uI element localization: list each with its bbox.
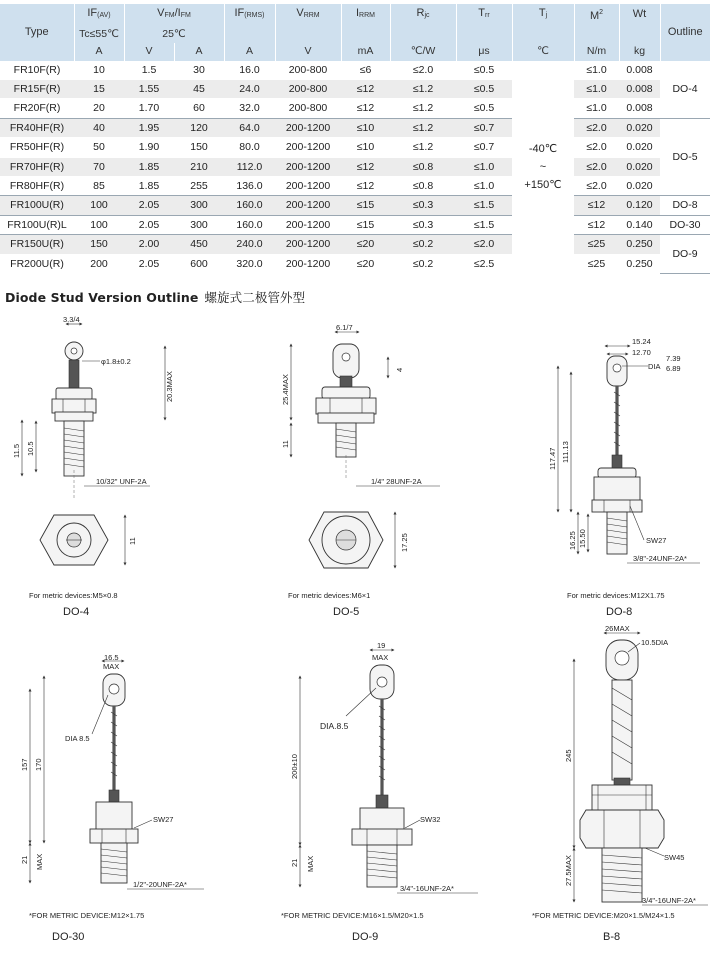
table-row bbox=[0, 215, 710, 234]
cell-vrrm: 200-800 bbox=[275, 79, 341, 98]
cell-vrrm: 200-1200 bbox=[275, 196, 341, 215]
cell-if: 50 bbox=[74, 138, 124, 157]
do8-sw: SW27 bbox=[646, 536, 667, 545]
b8-sw: SW45 bbox=[664, 853, 685, 862]
do5-thread: 1/4" 28UNF-2A bbox=[371, 477, 422, 486]
cell-rms: 80.0 bbox=[224, 138, 275, 157]
cell-wt: 0.250 bbox=[619, 254, 660, 273]
cell-ifm: 30 bbox=[174, 61, 224, 80]
cell-vfm: 1.90 bbox=[124, 138, 174, 157]
cell-tj-range bbox=[512, 61, 574, 274]
do4-stud-len1: 11.5 bbox=[12, 443, 21, 458]
cell-wt: 0.020 bbox=[619, 118, 660, 137]
cell-irrm: ≤12 bbox=[341, 99, 390, 118]
cell-irrm: ≤12 bbox=[341, 176, 390, 195]
table-row bbox=[0, 99, 710, 118]
header-vfm-ifm: VFM/IFM bbox=[124, 4, 224, 26]
do4-stud-len2: 10.5 bbox=[26, 441, 35, 456]
cell-vfm: 2.05 bbox=[124, 215, 174, 234]
cell-wt: 0.020 bbox=[619, 157, 660, 176]
header-type: Type bbox=[0, 4, 74, 61]
unit-cell: V bbox=[124, 43, 174, 61]
do9-drawing bbox=[281, 641, 478, 943]
unit-cell: kg bbox=[619, 43, 660, 61]
cell-rms: 320.0 bbox=[224, 254, 275, 273]
header-m: $M^2$ bbox=[574, 4, 619, 26]
do4-hole-dia: φ1.8±0.2 bbox=[101, 357, 131, 366]
do4-dim-top: 3.3/4 bbox=[63, 315, 80, 324]
cell-irrm: ≤15 bbox=[341, 215, 390, 234]
do5-name: DO-5 bbox=[333, 606, 360, 618]
do30-metric-note: *FOR METRIC DEVICE:M12×1.75 bbox=[29, 911, 145, 920]
tj-range-line: +150℃ bbox=[524, 178, 562, 191]
outline-heading-cn: 螺旋式二极管外型 bbox=[204, 290, 306, 305]
outline-drawings bbox=[0, 300, 710, 959]
cell-m: ≤25 bbox=[574, 235, 619, 254]
cell-vfm: 1.85 bbox=[124, 157, 174, 176]
cell-irrm: ≤10 bbox=[341, 118, 390, 137]
do4-top-view bbox=[40, 515, 137, 565]
b8-name: B-8 bbox=[603, 931, 621, 943]
do5-dim-side: 4 bbox=[395, 367, 404, 372]
do30-top: 16.5 bbox=[104, 653, 119, 662]
cell-rjc: ≤0.2 bbox=[390, 254, 456, 273]
do9-stud-max: MAX bbox=[306, 855, 315, 872]
do9-stud: 21 bbox=[290, 858, 299, 867]
unit-cell: V bbox=[275, 43, 341, 61]
cell-if: 100 bbox=[74, 196, 124, 215]
cell-trr: ≤2.0 bbox=[456, 235, 512, 254]
do9-top-max: MAX bbox=[372, 653, 389, 662]
do5-metric-note: For metric devices:M6×1 bbox=[288, 591, 371, 600]
cell-rjc: ≤0.8 bbox=[390, 176, 456, 195]
do30-top-max: MAX bbox=[103, 662, 120, 671]
do30-stud-max: MAX bbox=[35, 853, 44, 870]
cell-rms: 24.0 bbox=[224, 79, 275, 98]
cell-type: FR40HF(R) bbox=[0, 118, 74, 137]
do8-stud2: 15.50 bbox=[578, 529, 587, 548]
table-row bbox=[0, 196, 710, 215]
cell-trr: ≤1.5 bbox=[456, 215, 512, 234]
do30-sw: SW27 bbox=[153, 815, 174, 824]
cell-if: 85 bbox=[74, 176, 124, 195]
do4-drawing bbox=[12, 315, 174, 618]
do30-thread: 1/2"-20UNF-2A* bbox=[133, 880, 187, 889]
do4-hex: 11 bbox=[128, 537, 137, 545]
unit-cell: mA bbox=[341, 43, 390, 61]
cell-if: 100 bbox=[74, 215, 124, 234]
do5-stud-len: 11 bbox=[281, 440, 290, 448]
do5-top-view bbox=[309, 512, 409, 568]
cell-ifm: 45 bbox=[174, 79, 224, 98]
table-row bbox=[0, 61, 710, 80]
cell-wt: 0.020 bbox=[619, 176, 660, 195]
unit-cell: ℃/W bbox=[390, 43, 456, 61]
cell-irrm: ≤20 bbox=[341, 254, 390, 273]
cell-if: 200 bbox=[74, 254, 124, 273]
header-vrrm: VRRM bbox=[275, 4, 341, 26]
cell-ifm: 450 bbox=[174, 235, 224, 254]
cell-trr: ≤1.0 bbox=[456, 176, 512, 195]
cell-wt: 0.008 bbox=[619, 61, 660, 80]
do8-width1: 15.24 bbox=[632, 337, 651, 346]
cell-trr: ≤0.7 bbox=[456, 138, 512, 157]
cell-m: ≤2.0 bbox=[574, 138, 619, 157]
do9-metric-note: *FOR METRIC DEVICE:M16×1.5/M20×1.5 bbox=[281, 911, 424, 920]
unit-cell: A bbox=[224, 43, 275, 61]
cell-type: FR20F(R) bbox=[0, 99, 74, 118]
cell-type: FR100U(R) bbox=[0, 196, 74, 215]
header-trr: Trr bbox=[456, 4, 512, 26]
cell-trr: ≤0.5 bbox=[456, 99, 512, 118]
header-outline: Outline bbox=[660, 4, 710, 61]
cell-trr: ≤0.5 bbox=[456, 61, 512, 80]
table-row bbox=[0, 138, 710, 157]
unit-cell: A bbox=[174, 43, 224, 61]
cell-wt: 0.250 bbox=[619, 235, 660, 254]
do5-side-view bbox=[281, 323, 440, 486]
cell-wt: 0.008 bbox=[619, 79, 660, 98]
cell-vrrm: 200-1200 bbox=[275, 235, 341, 254]
cell-rms: 240.0 bbox=[224, 235, 275, 254]
cell-trr: ≤1.0 bbox=[456, 157, 512, 176]
cell-irrm: ≤20 bbox=[341, 235, 390, 254]
cell-vfm: 1.55 bbox=[124, 79, 174, 98]
do9-name: DO-9 bbox=[352, 931, 379, 943]
do4-side-view bbox=[12, 315, 174, 500]
cell-ifm: 120 bbox=[174, 118, 224, 137]
cell-irrm: ≤12 bbox=[341, 157, 390, 176]
cell-vrrm: 200-800 bbox=[275, 99, 341, 118]
do8-dia2: 6.89 bbox=[666, 364, 681, 373]
cell-type: FR150U(R) bbox=[0, 235, 74, 254]
cell-vrrm: 200-1200 bbox=[275, 118, 341, 137]
do8-width2: 12.70 bbox=[632, 348, 651, 357]
b8-dia: 10.5DIA bbox=[641, 638, 669, 647]
cell-vfm: 2.05 bbox=[124, 196, 174, 215]
cell-vrrm: 200-1200 bbox=[275, 138, 341, 157]
table-row bbox=[0, 118, 710, 137]
cell-rjc: ≤1.2 bbox=[390, 79, 456, 98]
table-row bbox=[0, 157, 710, 176]
do5-dim-top: 6.1/7 bbox=[336, 323, 353, 332]
cell-ifm: 210 bbox=[174, 157, 224, 176]
cell-rms: 160.0 bbox=[224, 196, 275, 215]
do8-drawing bbox=[548, 337, 700, 618]
tj-range-line: -40℃ bbox=[528, 142, 558, 155]
cell-rjc: ≤1.2 bbox=[390, 99, 456, 118]
unit-cell: N/m bbox=[574, 43, 619, 61]
cell-type: FR200U(R) bbox=[0, 254, 74, 273]
do30-drawing bbox=[20, 653, 204, 943]
cell-rjc: ≤0.3 bbox=[390, 196, 456, 215]
outline-heading-en: Diode Stud Version Outline bbox=[5, 290, 199, 305]
do5-hex: 17.25 bbox=[400, 533, 409, 552]
cell-m: ≤1.0 bbox=[574, 99, 619, 118]
do8-metric-note: For metric devices:M12X1.75 bbox=[567, 591, 665, 600]
header-temp-case: Tc≤55℃ bbox=[74, 26, 124, 44]
cell-irrm: ≤10 bbox=[341, 138, 390, 157]
unit-cell: μs bbox=[456, 43, 512, 61]
cell-type: FR10F(R) bbox=[0, 61, 74, 80]
do4-metric-note: For metric devices:M5×0.8 bbox=[29, 591, 118, 600]
cell-rjc: ≤1.2 bbox=[390, 138, 456, 157]
do8-thread: 3/8"-24UNF-2A* bbox=[633, 554, 687, 563]
b8-top: 26MAX bbox=[605, 624, 630, 633]
cell-type: FR15F(R) bbox=[0, 79, 74, 98]
do8-stud1: 16.25 bbox=[568, 531, 577, 550]
cell-vrrm: 200-800 bbox=[275, 61, 341, 80]
cell-vfm: 1.85 bbox=[124, 176, 174, 195]
b8-thread: 3/4"-16UNF-2A* bbox=[642, 896, 696, 905]
header-if-rms: IF(RMS) bbox=[224, 4, 275, 26]
cell-type: FR80HF(R) bbox=[0, 176, 74, 195]
cell-vfm: 1.95 bbox=[124, 118, 174, 137]
cell-m: ≤1.0 bbox=[574, 61, 619, 80]
cell-wt: 0.020 bbox=[619, 138, 660, 157]
cell-outline: DO-5 bbox=[660, 118, 710, 196]
cell-type: FR70HF(R) bbox=[0, 157, 74, 176]
cell-vfm: 1.5 bbox=[124, 61, 174, 80]
cell-m: ≤2.0 bbox=[574, 176, 619, 195]
cell-ifm: 255 bbox=[174, 176, 224, 195]
header-temp-25: 25℃ bbox=[124, 26, 224, 44]
spec-table-body bbox=[0, 61, 710, 274]
table-row bbox=[0, 235, 710, 254]
cell-rms: 16.0 bbox=[224, 61, 275, 80]
table-row bbox=[0, 176, 710, 195]
cell-if: 70 bbox=[74, 157, 124, 176]
do9-dia: DIA.8.5 bbox=[320, 721, 349, 731]
cell-m: ≤12 bbox=[574, 215, 619, 234]
do9-sw: SW32 bbox=[420, 815, 441, 824]
do30-dia: DIA 8.5 bbox=[65, 734, 90, 743]
cell-if: 40 bbox=[74, 118, 124, 137]
b8-drawing bbox=[532, 624, 708, 943]
table-row bbox=[0, 79, 710, 98]
cell-vrrm: 200-1200 bbox=[275, 254, 341, 273]
do30-stud: 21 bbox=[20, 855, 29, 864]
header-tj: Tj bbox=[512, 4, 574, 26]
cell-trr: ≤1.5 bbox=[456, 196, 512, 215]
do30-height2: 170 bbox=[34, 758, 43, 771]
cell-outline: DO-9 bbox=[660, 235, 710, 274]
unit-cell: ℃ bbox=[512, 43, 574, 61]
cell-irrm: ≤15 bbox=[341, 196, 390, 215]
cell-m: ≤1.0 bbox=[574, 79, 619, 98]
cell-if: 20 bbox=[74, 99, 124, 118]
do8-dia1: 7.39 bbox=[666, 354, 681, 363]
do5-drawing bbox=[281, 323, 440, 618]
cell-rjc: ≤0.2 bbox=[390, 235, 456, 254]
do9-top: 19 bbox=[377, 641, 386, 650]
cell-if: 10 bbox=[74, 61, 124, 80]
cell-trr: ≤0.7 bbox=[456, 118, 512, 137]
cell-rjc: ≤2.0 bbox=[390, 61, 456, 80]
cell-vrrm: 200-1200 bbox=[275, 176, 341, 195]
cell-m: ≤25 bbox=[574, 254, 619, 273]
b8-metric-note: *FOR METRIC DEVICE:M20×1.5/M24×1.5 bbox=[532, 911, 675, 920]
header-if-av: IF(AV) bbox=[74, 4, 124, 26]
do9-height: 200±10 bbox=[290, 754, 299, 779]
cell-trr: ≤2.5 bbox=[456, 254, 512, 273]
cell-m: ≤12 bbox=[574, 196, 619, 215]
b8-height: 245 bbox=[564, 749, 573, 762]
cell-wt: 0.008 bbox=[619, 99, 660, 118]
header-wt: Wt bbox=[619, 4, 660, 26]
cell-ifm: 60 bbox=[174, 99, 224, 118]
cell-rjc: ≤0.8 bbox=[390, 157, 456, 176]
cell-if: 150 bbox=[74, 235, 124, 254]
cell-rms: 64.0 bbox=[224, 118, 275, 137]
do30-name: DO-30 bbox=[52, 931, 85, 943]
cell-rms: 112.0 bbox=[224, 157, 275, 176]
do4-thread: 10/32" UNF-2A bbox=[96, 477, 147, 486]
do9-thread: 3/4"-16UNF-2A* bbox=[400, 884, 454, 893]
b8-stud: 27.5MAX bbox=[564, 855, 573, 886]
cell-wt: 0.140 bbox=[619, 215, 660, 234]
cell-vfm: 2.05 bbox=[124, 254, 174, 273]
cell-wt: 0.120 bbox=[619, 196, 660, 215]
header-irrm: IRRM bbox=[341, 4, 390, 26]
do4-height: 20.3MAX bbox=[165, 371, 174, 402]
table-row bbox=[0, 254, 710, 273]
cell-trr: ≤0.5 bbox=[456, 79, 512, 98]
spec-table bbox=[0, 4, 710, 274]
do8-name: DO-8 bbox=[606, 606, 633, 618]
header-rjc: Rjc bbox=[390, 4, 456, 26]
do8-height1: 117.47 bbox=[548, 447, 557, 470]
cell-vfm: 2.00 bbox=[124, 235, 174, 254]
cell-m: ≤2.0 bbox=[574, 118, 619, 137]
cell-vfm: 1.70 bbox=[124, 99, 174, 118]
do4-name: DO-4 bbox=[63, 606, 90, 618]
cell-rjc: ≤0.3 bbox=[390, 215, 456, 234]
cell-type: FR100U(R)L bbox=[0, 215, 74, 234]
cell-m: ≤2.0 bbox=[574, 157, 619, 176]
cell-rms: 32.0 bbox=[224, 99, 275, 118]
cell-irrm: ≤12 bbox=[341, 79, 390, 98]
do8-height2: 111.13 bbox=[561, 441, 570, 463]
cell-outline: DO-30 bbox=[660, 215, 710, 234]
unit-cell: A bbox=[74, 43, 124, 61]
cell-ifm: 600 bbox=[174, 254, 224, 273]
cell-ifm: 300 bbox=[174, 196, 224, 215]
do30-height1: 157 bbox=[20, 758, 29, 771]
cell-rms: 160.0 bbox=[224, 215, 275, 234]
cell-outline: DO-8 bbox=[660, 196, 710, 215]
cell-outline: DO-4 bbox=[660, 61, 710, 119]
cell-ifm: 150 bbox=[174, 138, 224, 157]
cell-rms: 136.0 bbox=[224, 176, 275, 195]
cell-vrrm: 200-1200 bbox=[275, 157, 341, 176]
do5-height: 25.4MAX bbox=[281, 374, 290, 405]
cell-irrm: ≤6 bbox=[341, 61, 390, 80]
tj-range-line: ~ bbox=[539, 160, 547, 173]
cell-ifm: 300 bbox=[174, 215, 224, 234]
cell-vrrm: 200-1200 bbox=[275, 215, 341, 234]
cell-if: 15 bbox=[74, 79, 124, 98]
do8-dia-label: DIA bbox=[648, 362, 661, 371]
cell-type: FR50HF(R) bbox=[0, 138, 74, 157]
cell-rjc: ≤1.2 bbox=[390, 118, 456, 137]
